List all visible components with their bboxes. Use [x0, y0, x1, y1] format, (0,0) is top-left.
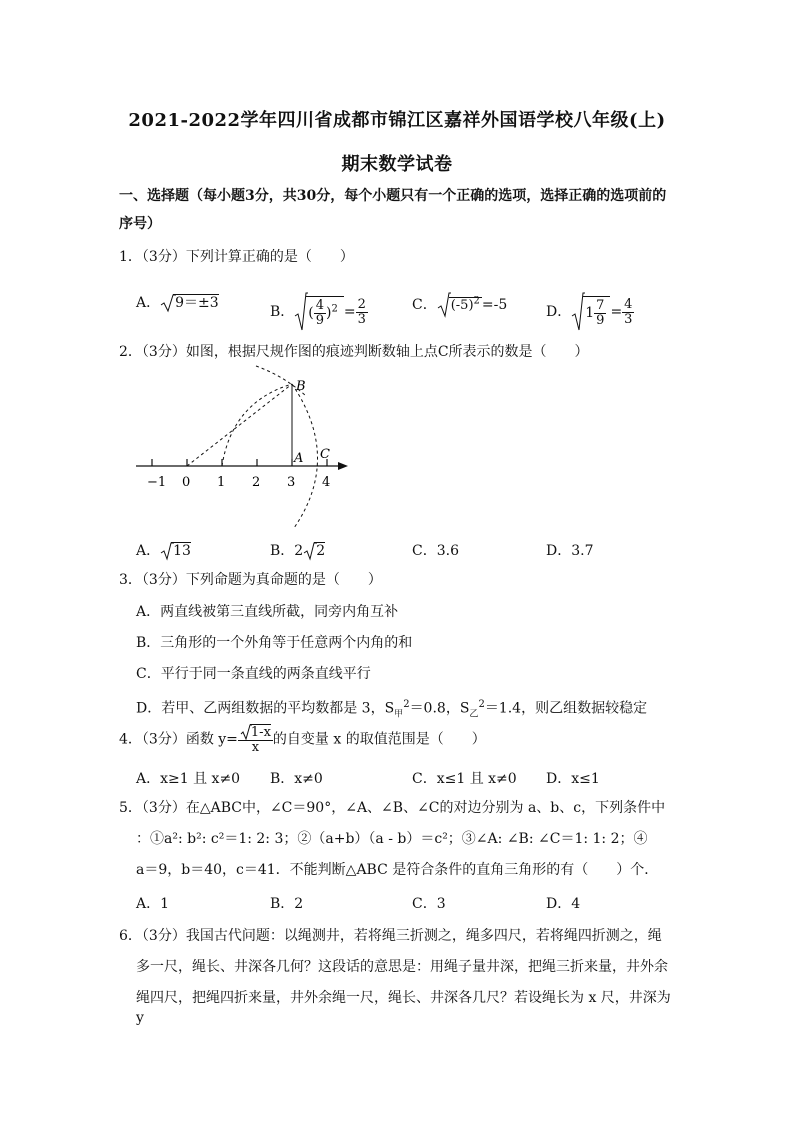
question-6-line2: 多一尺，绳长、井深各几何？这段话的意思是：用绳子量井深，把绳三折来量，井外余: [136, 959, 668, 975]
label-point-a: A: [294, 451, 304, 466]
q1-option-b-label: B．: [270, 304, 295, 320]
q2-option-c-label: C．: [412, 543, 437, 559]
q4-option-a: A．x≥1 且 x≠0: [136, 771, 241, 787]
question-4-options: [136, 768, 676, 792]
q1-b-res-num: 2: [357, 296, 366, 312]
q1-b-frac-num: 4: [315, 298, 325, 314]
question-6-line3: 绳四尺，把绳四折来量，井外余绳一尺，绳长、井深各几尺？若设绳长为 x 尺，井深为 y: [136, 990, 671, 1026]
question-1-options: [136, 292, 676, 328]
section-heading-cont: 序号）: [119, 216, 161, 232]
q1-d-res-den: 3: [624, 311, 633, 327]
arc-from-one: [222, 384, 292, 466]
q2-option-a: [136, 540, 191, 561]
q3-d-sub-jia: 甲: [394, 709, 404, 720]
q1-c-exponent: 2: [473, 295, 480, 307]
q2-option-d-label: D．: [546, 543, 572, 559]
q3-option-d: [136, 695, 676, 724]
number-line-figure: [136, 362, 366, 534]
section-heading: 一、选择题（每小题3分，共30分，每个小题只有一个正确的选项，选择正确的选项前的: [119, 188, 667, 204]
question-6-line1: 6．（3分）我国古代问题：以绳测井，若将绳三折测之，绳多四尺，若将绳四折测之，绳: [119, 928, 662, 944]
question-3-stem: 3．（3分）下列命题为真命题的是（ ）: [119, 572, 382, 588]
question-5-line3: a＝9，b＝40，c＝41．不能判断△ABC 是符合条件的直角三角形的有（ ）个．: [136, 862, 659, 878]
q3-d-sub-yi: 乙: [469, 709, 479, 720]
question-5-line2: ：①a²: b²: c²＝1: 2: 3；②（a+b）（a - b）＝c²；③∠A: ∠B: ∠C＝1: 1: 2；④: [136, 831, 648, 847]
exam-title-line2: 期末数学试卷: [341, 154, 453, 175]
q2-option-b-label: B．: [270, 543, 295, 559]
q1-d-frac-num: 7: [596, 298, 605, 314]
q1-option-a: [136, 292, 219, 313]
q2-option-c-value: 3.6: [436, 543, 459, 559]
axis-arrow-icon: [338, 462, 348, 470]
q2-option-d: [546, 540, 594, 560]
q2-option-b-coef: 2: [294, 543, 304, 559]
axis-tick-label: −1: [147, 475, 167, 490]
q2-option-c: [412, 540, 459, 560]
q1-b-equals: =: [343, 304, 356, 320]
q4-denominator: x: [251, 740, 260, 755]
q3-option-c: C．平行于同一条直线的两条直线平行: [136, 666, 371, 682]
q4-numerator: 1-x: [250, 724, 271, 740]
q3-d-sup1: 2: [403, 699, 410, 710]
q1-d-frac-den: 9: [596, 313, 605, 328]
q1-option-d-label: D．: [546, 304, 572, 320]
axis-tick-labels: [147, 475, 330, 490]
hypotenuse-0-to-b: [187, 384, 292, 466]
q3-option-b: B．三角形的一个外角等于任意两个内角的和: [136, 635, 413, 651]
question-5-line1: 5．（3分）在△ABC中，∠C＝90°，∠A、∠B、∠C的对边分别为 a、b、c，下列条件中: [119, 800, 666, 816]
q1-b-res-den: 3: [357, 311, 366, 327]
q1-b-exponent: 2: [331, 303, 338, 315]
q3-d-post: ＝1.4，则乙组数据较稳定: [484, 700, 648, 717]
question-1-stem: 1．（3分）下列计算正确的是（ ）: [119, 249, 354, 265]
axis-tick-label: 3: [287, 475, 296, 490]
question-5-options: [136, 893, 676, 917]
q1-c-expr: (-5): [450, 298, 474, 313]
q1-option-c-label: C．: [412, 297, 437, 313]
q2-option-a-label: A．: [136, 543, 161, 559]
q5-option-a: A．1: [136, 896, 170, 912]
q1-b-frac-den: 9: [315, 313, 325, 328]
q2-option-d-value: 3.7: [571, 543, 594, 559]
question-4-stem: [119, 724, 679, 768]
q2-option-b-rad: 2: [316, 543, 326, 559]
q5-option-d: D．4: [546, 896, 581, 912]
q4-option-b: B．x≠0: [270, 771, 323, 787]
q4-stem-post: 的自变量 x 的取值范围是（ ）: [272, 731, 486, 748]
axis-tick-label: 1: [217, 475, 226, 490]
q1-option-a-label: A．: [136, 295, 161, 311]
q3-option-a: A．两直线被第三直线所截，同旁内角互补: [136, 604, 399, 620]
question-2-stem: 2．（3分）如图，根据尺规作图的痕迹判断数轴上点C所表示的数是（ ）: [119, 344, 589, 360]
q1-option-d: D． 1 $\frac{7}{9}$ = $\frac{4}{3}$: [546, 292, 634, 332]
q3-d-sup2: 2: [478, 699, 485, 710]
q2-option-b: [270, 540, 325, 561]
q4-option-c: C．x≤1 且 x≠0: [412, 771, 517, 787]
q1-option-a-expr: 9＝±3: [175, 295, 219, 311]
q5-option-b: B．2: [270, 896, 304, 912]
axis-tick-label: 0: [182, 475, 191, 490]
q1-d-int: 1: [585, 305, 595, 322]
q1-option-b: B． ( $\frac{4}{9}$ )$^2$ = $\frac{2}{3}$: [270, 292, 368, 332]
q3-d-pre: D．若甲、乙两组数据的平均数都是 3，S: [136, 700, 395, 717]
q1-c-tail: =-5: [481, 297, 508, 313]
exam-title-line1: 2021-2022学年四川省成都市锦江区嘉祥外国语学校八年级(上): [128, 110, 666, 131]
label-point-c: C: [320, 447, 330, 462]
q1-d-res-num: 4: [624, 296, 633, 312]
axis-tick-label: 2: [252, 475, 261, 490]
q2-option-a-expr: 13: [173, 543, 191, 559]
axis-tick-label: 4: [322, 475, 331, 490]
q4-option-d: D．x≤1: [546, 771, 600, 787]
q1-option-c: [412, 292, 507, 318]
question-2-options: [136, 540, 676, 564]
q3-d-mid: ＝0.8，S: [409, 700, 470, 717]
q5-option-c: C．3: [412, 896, 446, 912]
label-point-b: B: [296, 379, 306, 394]
q4-stem-pre: 4．（3分）函数 y=: [119, 731, 238, 748]
